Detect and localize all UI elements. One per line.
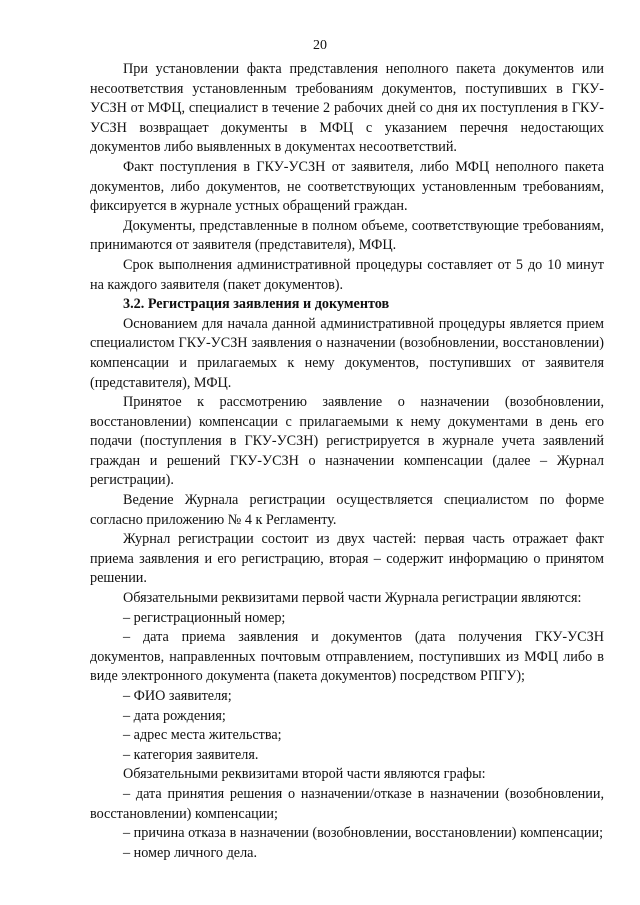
list-item: – категория заявителя. xyxy=(123,746,259,763)
paragraph-journal-structure: Журнал регистрации состоит из двух частей: первая часть отражает факт приема заявления и его регистрацию, вторая – содержит информацию о принятом решении. xyxy=(90,531,604,587)
paragraph-procedure-basis: Основанием для начала данной административной процедуры является прием специалистом ГКУ-УСЗН заявления о назначении (возобновлении, восстановлении) компенсации и прилагаемых к нему документов, поступивших от заявителя (представителя), МФЦ. xyxy=(90,315,604,391)
list-item: – номер личного дела. xyxy=(123,844,258,861)
paragraph-incomplete-package: При установлении факта представления неполного пакета документов или несоответствия установленным требованиям документов, поступивших в ГКУ-УСЗН от МФЦ, специалист в течение 2 рабочих дней со дня их поступления в ГКУ-УСЗН возвращает документы в МФЦ с указанием перечня недостающих документов либо выявленных в документах несоответствий. xyxy=(90,61,604,156)
list-item: – дата приема заявления и документов (дата получения ГКУ-УСЗН документов, направленных почтовым отправлением, поступивших из МФЦ либо в виде электронного документа (пакета документов) посредством РПГУ); xyxy=(90,629,604,685)
paragraph-procedure-duration: Срок выполнения административной процедуры составляет от 5 до 10 минут на каждого заявителя (пакет документов). xyxy=(90,256,604,293)
paragraph-registration: Принятое к рассмотрению заявление о назначении (возобновлении, восстановлении) компенсации с прилагаемыми к нему документами в день его подачи (поступления в ГКУ-УСЗН) регистрируется в журнале учета заявлений граждан и решений ГКУ-УСЗН о назначении компенсации (далее – Журнал регистрации). xyxy=(90,394,604,489)
paragraph-fact-recording: Факт поступления в ГКУ-УСЗН от заявителя, либо МФЦ неполного пакета документов, либо документов, не соответствующих установленным требованиям, фиксируется в журнале устных обращений граждан. xyxy=(90,158,604,215)
list-item: – дата рождения; xyxy=(123,707,226,724)
list-item: – дата принятия решения о назначении/отказе в назначении (возобновлении, восстановлении) компенсации; xyxy=(90,785,604,822)
paragraph-first-part-intro: Обязательными реквизитами первой части Журнала регистрации являются: xyxy=(123,590,582,607)
list-item: – адрес места жительства; xyxy=(123,727,282,744)
paragraph-second-part-intro: Обязательными реквизитами второй части являются графы: xyxy=(123,766,486,783)
list-item: – регистрационный номер; xyxy=(123,609,286,626)
paragraph-journal-maintenance: Ведение Журнала регистрации осуществляется специалистом по форме согласно приложению № 4 к Регламенту. xyxy=(90,492,604,528)
section-heading: 3.2. Регистрация заявления и документов xyxy=(123,296,390,313)
paragraph-full-documents: Документы, представленные в полном объеме, соответствующие требованиям, принимаются от заявителя (представителя), МФЦ. xyxy=(90,217,604,254)
document-body xyxy=(90,60,604,863)
list-item: – ФИО заявителя; xyxy=(123,688,232,704)
list-item: – причина отказа в назначении (возобновлении, восстановлении) компенсации; xyxy=(123,825,604,842)
page-number: 20 xyxy=(313,38,327,53)
